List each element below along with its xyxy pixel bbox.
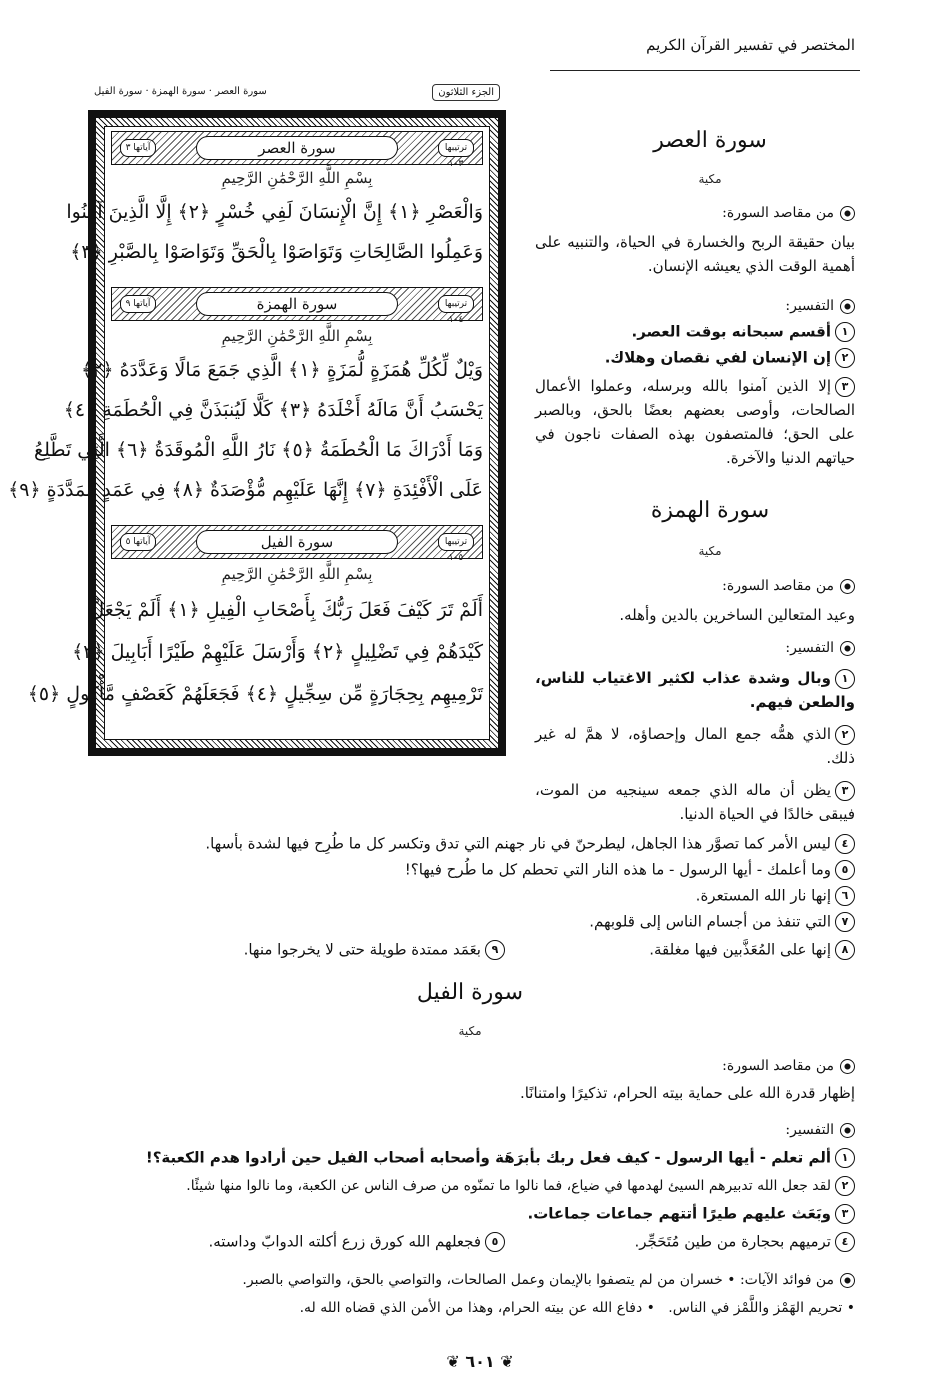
ayah-line: كَيْدَهُمْ فِي تَضْلِيلٍ ﴿٢﴾ وَأَرْسَلَ عَلَيْهِمْ طَيْرًا أَبَابِيلَ ﴿٣﴾ [72, 641, 483, 663]
book-title: المختصر في تفسير القرآن الكريم [646, 36, 855, 54]
page-number: ❦ ٦٠١ ❦ [446, 1352, 514, 1371]
tafsir-item: ٧التي تنفذ من أجسام الناس إلى قلوبهم. [589, 912, 855, 932]
commentary-title-fil: سورة الفيل [416, 980, 524, 1005]
tafsir-item: ٢الذي همُّه جمع المال وإحصاؤه، لا همَّ له غير ذلك. [535, 725, 855, 767]
tafsir-item: ٢إن الإنسان لفي نقصان وهلاك. [605, 348, 855, 368]
commentary-title-asr: سورة العصر [653, 128, 767, 153]
maqasid-label: من مقاصد السورة: [722, 1058, 855, 1074]
surah-name: سورة الهمزة [196, 292, 398, 316]
tafsir-item: ٢لقد جعل الله تدبيرهم السيئ لهدمها في ضياع، فما نالوا ما تمنّوه من صرف الناس عن الكعبة، وما نالوا منها شيئًا. [186, 1176, 855, 1196]
tafsir-item: ٦إنها نار الله المستعرة. [696, 886, 855, 906]
ornament-icon [840, 1273, 855, 1288]
page-header [550, 30, 860, 71]
surah-banner-asr [111, 131, 483, 169]
surah-ayat-count: آياتها ٩ [120, 295, 156, 313]
surah-banner-humaza [111, 287, 483, 325]
fawaid-item: تحريم الهَمْز واللَّمْز في الناس. [668, 1300, 843, 1316]
surah-order: ترتيبها ١٠٥ [438, 533, 474, 551]
tafsir-item: ١وبال وشدة عذاب لكثير الاغتياب للناس، والطعن فيهم. [535, 669, 855, 711]
tafsir-item: ٣يظن أن ماله الذي جمعه سينجيه من الموت، فيبقى خالدًا في الحياة الدنيا. [535, 781, 855, 823]
surah-ayat-count: آياتها ٣ [120, 139, 156, 157]
maqasid-label: من مقاصد السورة: [722, 205, 855, 221]
tafsir-label: التفسير: [785, 1122, 855, 1138]
tafsir-item: ٨إنها على المُعَذَّبين فيها مغلقة. [649, 940, 855, 960]
ayah-line: وَمَا أَدْرَاكَ مَا الْحُطَمَةُ ﴿٥﴾ نَارُ اللَّهِ الْمُوقَدَةُ ﴿٦﴾ الَّتِي تَطَّلِعُ [33, 439, 483, 461]
quran-text-area [8, 126, 490, 740]
surah-ayat-count: آياتها ٥ [120, 533, 156, 551]
tafsir-item: ١ألم تعلم - أيها الرسول - كيف فعل ربك بأبرَهَة وأصحابه أصحاب الفيل حين أرادوا هدم الكعبة؟! [146, 1148, 855, 1168]
tafsir-item: ٤ترميهم بحجارة من طين مُتَحَجِّر. [634, 1232, 855, 1252]
ornamental-frame [8, 110, 506, 756]
ayah-line: أَلَمْ تَرَ كَيْفَ فَعَلَ رَبُّكَ بِأَصْحَابِ الْفِيلِ ﴿١﴾ أَلَمْ يَجْعَلْ [90, 599, 483, 621]
surahs-header: سورة العصر · سورة الهمزة · سورة الفيل [94, 86, 267, 97]
maqasid-label: من مقاصد السورة: [722, 578, 855, 594]
surah-order: ترتيبها ١٠٤ [438, 295, 474, 313]
fawaid-label: من فوائد الآيات: [739, 1272, 834, 1288]
quran-top-bar [88, 80, 506, 108]
ayah-line: عَلَى الْأَفْئِدَةِ ﴿٧﴾ إِنَّهَا عَلَيْهِم مُّؤْصَدَةٌ ﴿٨﴾ فِي عَمَدٍ مُّمَدَّدَةٍ ﴿٩﴾ [8, 479, 483, 501]
ayah-line: وَيْلٌ لِّكُلِّ هُمَزَةٍ لُّمَزَةٍ ﴿١﴾ الَّذِي جَمَعَ مَالًا وَعَدَّدَهُ ﴿٢﴾ [81, 359, 483, 381]
fawaid-item: خسران من لم يتصفوا بالإيمان وعمل الصالحات، والتواصي بالحق، والتواصي بالصبر. [242, 1272, 723, 1288]
juz-label: الجزء الثلاثون [432, 84, 500, 101]
ornament-icon [840, 1059, 855, 1074]
tafsir-item: ٥فجعلهم الله كورق زرع أكلته الدوابّ وداسته. [209, 1232, 506, 1252]
surah-order: ترتيبها ١٠٣ [438, 139, 474, 157]
tafsir-item: ١أقسم سبحانه بوقت العصر. [632, 322, 856, 342]
tafsir-item: ٣وبَعَث عليهم طيرًا أتتهم جماعات جماعات. [528, 1204, 855, 1224]
maqasid-text: بيان حقيقة الربح والخسارة في الحياة، والتنبيه على أهمية الوقت الذي يعيشه الإنسان. [535, 233, 855, 275]
ornament-icon [840, 206, 855, 221]
fawaid-item: دفاع الله عن بيته الحرام، وهذا من الأمن الذي قضاه الله له. [299, 1300, 643, 1316]
ornament-icon [840, 641, 855, 656]
ornament-icon [840, 579, 855, 594]
fawaid-line: • تحريم الهَمْز واللَّمْز في الناس. • دفاع الله عن بيته الحرام، وهذا من الأمن الذي قضاه الله له. [299, 1300, 855, 1316]
ayah-line: وَعَمِلُوا الصَّالِحَاتِ وَتَوَاصَوْا بِالْحَقِّ وَتَوَاصَوْا بِالصَّبْرِ ﴿٣﴾ [70, 241, 483, 263]
tafsir-label: التفسير: [785, 640, 855, 656]
surah-name: سورة الفيل [196, 530, 398, 554]
ornament-icon [840, 1123, 855, 1138]
surah-name: سورة العصر [196, 136, 398, 160]
tafsir-item: ٥وما أعلمك - أيها الرسول - ما هذه النار التي تحطم كل ما طُرح فيها؟! [405, 860, 855, 880]
surah-type: مكية [698, 172, 722, 186]
ornament-icon [840, 299, 855, 314]
basmala: بِسْمِ اللَّهِ الرَّحْمَٰنِ الرَّحِيمِ [221, 327, 373, 345]
maqasid-text: إظهار قدرة الله على حماية بيته الحرام، تذكيرًا وامتنانًا. [519, 1084, 855, 1102]
maqasid-text: وعيد المتعالين الساخرين بالدين وأهله. [619, 606, 855, 624]
ayah-line: وَالْعَصْرِ ﴿١﴾ إِنَّ الْإِنسَانَ لَفِي خُسْرٍ ﴿٢﴾ إِلَّا الَّذِينَ آمَنُوا [66, 201, 483, 223]
ayah-line: يَحْسَبُ أَنَّ مَالَهُ أَخْلَدَهُ ﴿٣﴾ كَلَّا لَيُنبَذَنَّ فِي الْحُطَمَةِ ﴿٤﴾ [63, 399, 483, 421]
tafsir-item: ٣إلا الذين آمنوا بالله وبرسله، وعملوا الأعمال الصالحات، وأوصى بعضهم بعضًا بالحق، وبالصبر على الحق؛ فالمتصفون بهذه الصفات ناجون في حياتهم الدنيا والآخرة. [535, 377, 855, 467]
surah-type: مكية [458, 1024, 482, 1038]
tafsir-item: ٩بعَمَد ممتدة طويلة حتى لا يخرجوا منها. [244, 940, 505, 960]
basmala: بِسْمِ اللَّهِ الرَّحْمَٰنِ الرَّحِيمِ [221, 565, 373, 583]
commentary-title-humaza: سورة الهمزة [650, 498, 770, 523]
tafsir-label: التفسير: [785, 298, 855, 314]
quran-panel [8, 80, 506, 756]
surah-type: مكية [698, 544, 722, 558]
basmala: بِسْمِ اللَّهِ الرَّحْمَٰنِ الرَّحِيمِ [221, 169, 373, 187]
tafsir-item: ٤ليس الأمر كما تصوَّر هذا الجاهل، ليطرحنّ في نار جهنم التي تدق وتكسر كل ما طُرِح فيها لشدة بأسها. [205, 834, 855, 854]
surah-banner-fil [111, 525, 483, 563]
ayah-line: تَرْمِيهِم بِحِجَارَةٍ مِّن سِجِّيلٍ ﴿٤﴾ فَجَعَلَهُمْ كَعَصْفٍ مَّأْكُولٍ ﴿٥﴾ [27, 683, 483, 705]
fawaid-line: من فوائد الآيات: • خسران من لم يتصفوا بالإيمان وعمل الصالحات، والتواصي بالحق، والتواصي بالصبر. [242, 1272, 855, 1288]
